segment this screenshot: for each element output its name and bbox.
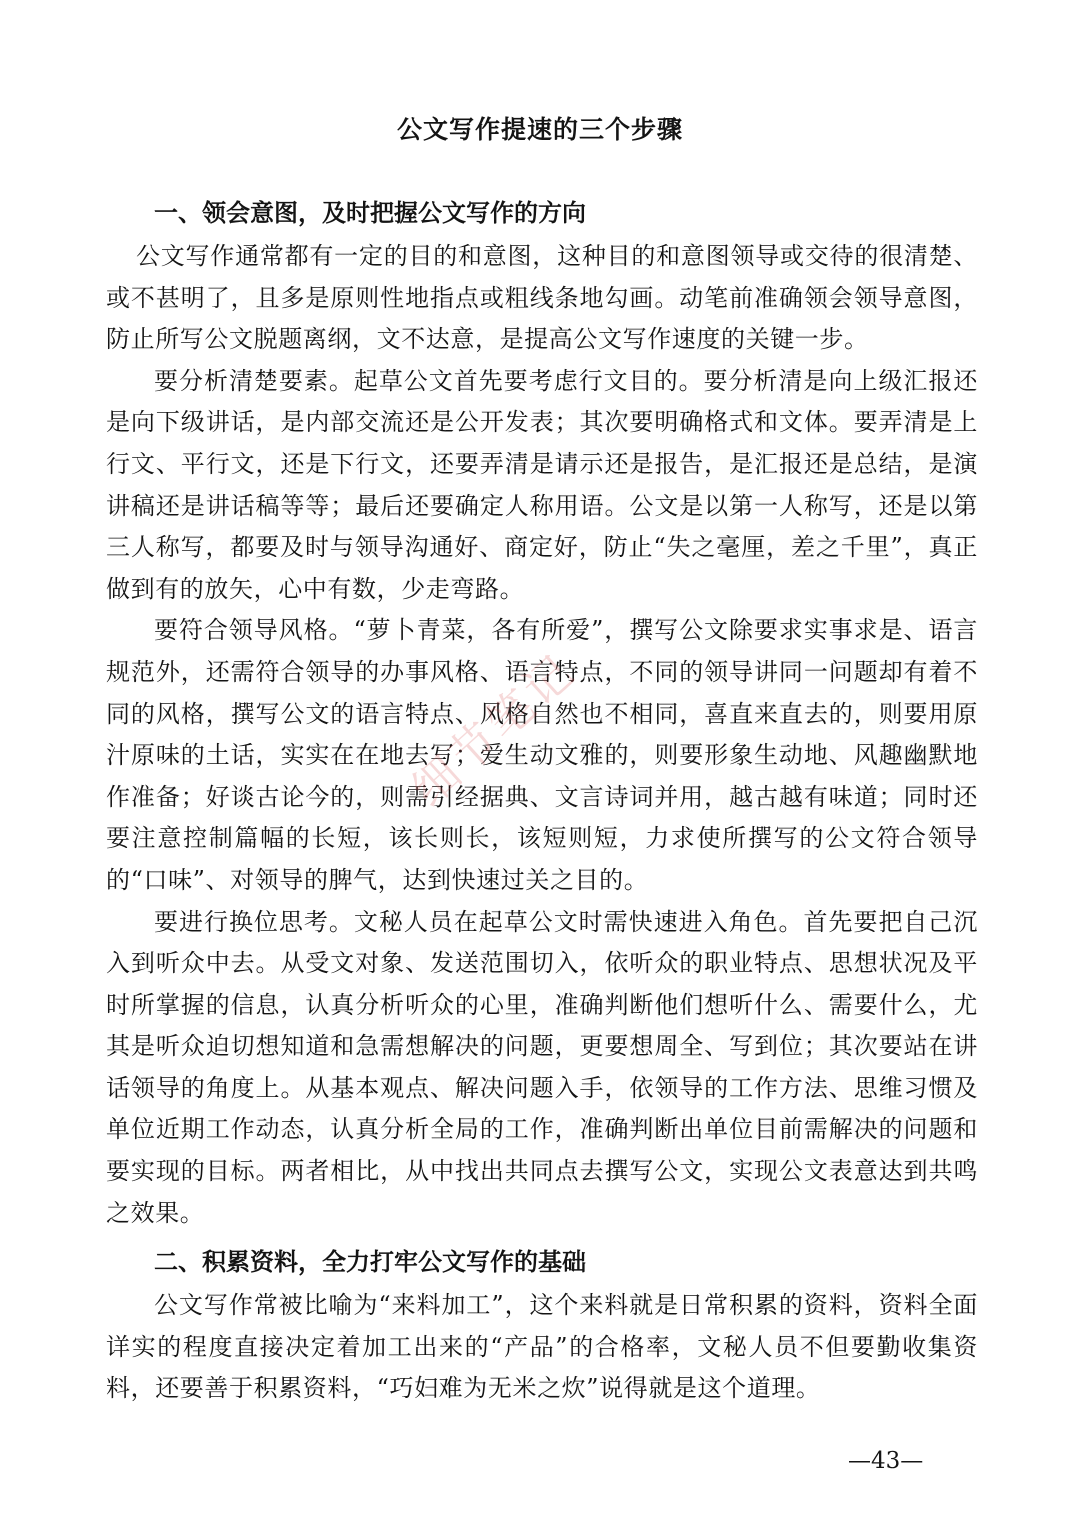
paragraph: 公文写作常被比喻为“来料加工”，这个来料就是日常积累的资料，资料全面详实的程度直接决定着加工出来的“产品”的合格率，文秘人员不但要勤收集资料，还要善于积累资料，“巧妇难为无米之炊”说得就是这个道理。 bbox=[106, 1291, 978, 1403]
section-heading-1: 一、领会意图，及时把握公文写作的方向 bbox=[154, 199, 586, 227]
page-number: —43— bbox=[848, 1448, 924, 1474]
paragraph: 要进行换位思考。文秘人员在起草公文时需快速进入角色。首先要把自己沉入到听众中去。从受文对象、发送范围切入，依听众的职业特点、思想状况及平时所掌握的信息，认真分析听众的心里，准确判断他们想听什么、需要什么，尤其是听众迫切想知道和急需想解决的问题，更要想周全、写到位；其次要站在讲话领导的角度上。从基本观点、解决问题入手，依领导的工作方法、思维习惯及单位近期工作动态，认真分析全局的工作，准确判断出单位目前需解决的问题和要实现的目标。两者相比，从中找出共同点去撰写公文，实现公文表意达到共鸣之效果。 bbox=[106, 907, 978, 1227]
watermark-stamp: 细节笔记 bbox=[401, 642, 586, 817]
paragraph: 公文写作通常都有一定的目的和意图，这种目的和意图领导或交待的很清楚、或不甚明了，且多是原则性地指点或粗线条地勾画。动笔前准确领会领导意图，防止所写公文脱题离纲，文不达意，是提高公文写作速度的关键一步。 bbox=[106, 242, 978, 354]
section-heading-2: 二、积累资料，全力打牢公文写作的基础 bbox=[154, 1248, 586, 1277]
paragraph: 要分析清楚要素。起草公文首先要考虑行文目的。要分析清是向上级汇报还是向下级讲话，是内部交流还是公开发表；其次要明确格式和文体。要弄清是上行文、平行文，还是下行文，还要弄清是请示还是报告，是汇报还是总结，是演讲稿还是讲话稿等等；最后还要确定人称用语。公文是以第一人称写，还是以第三人称写，都要及时与领导沟通好、商定好，防止“失之毫厘，差之千里”，真正做到有的放矢，心中有数，少走弯路。 bbox=[106, 366, 978, 603]
paragraph: 要符合领导风格。“萝卜青菜，各有所爱”，撰写公文除要求实事求是、语言规范外，还需符合领导的办事风格、语言特点，不同的领导讲同一问题却有着不同的风格，撰写公文的语言特点、风格自然也不相同，喜直来直去的，则要用原汁原味的土话，实实在在地去写；爱生动文雅的，则要形象生动地、风趣幽默地作准备；好谈古论今的，则需引经据典、文言诗词并用，越古越有味道；同时还要注意控制篇幅的长短，该长则长，该短则短，力求使所撰写的公文符合领导的“口味”、对领导的脾气，达到快速过关之目的。 bbox=[106, 616, 978, 894]
document-title: 公文写作提速的三个步骤 bbox=[396, 115, 683, 144]
document-body bbox=[106, 193, 978, 1410]
